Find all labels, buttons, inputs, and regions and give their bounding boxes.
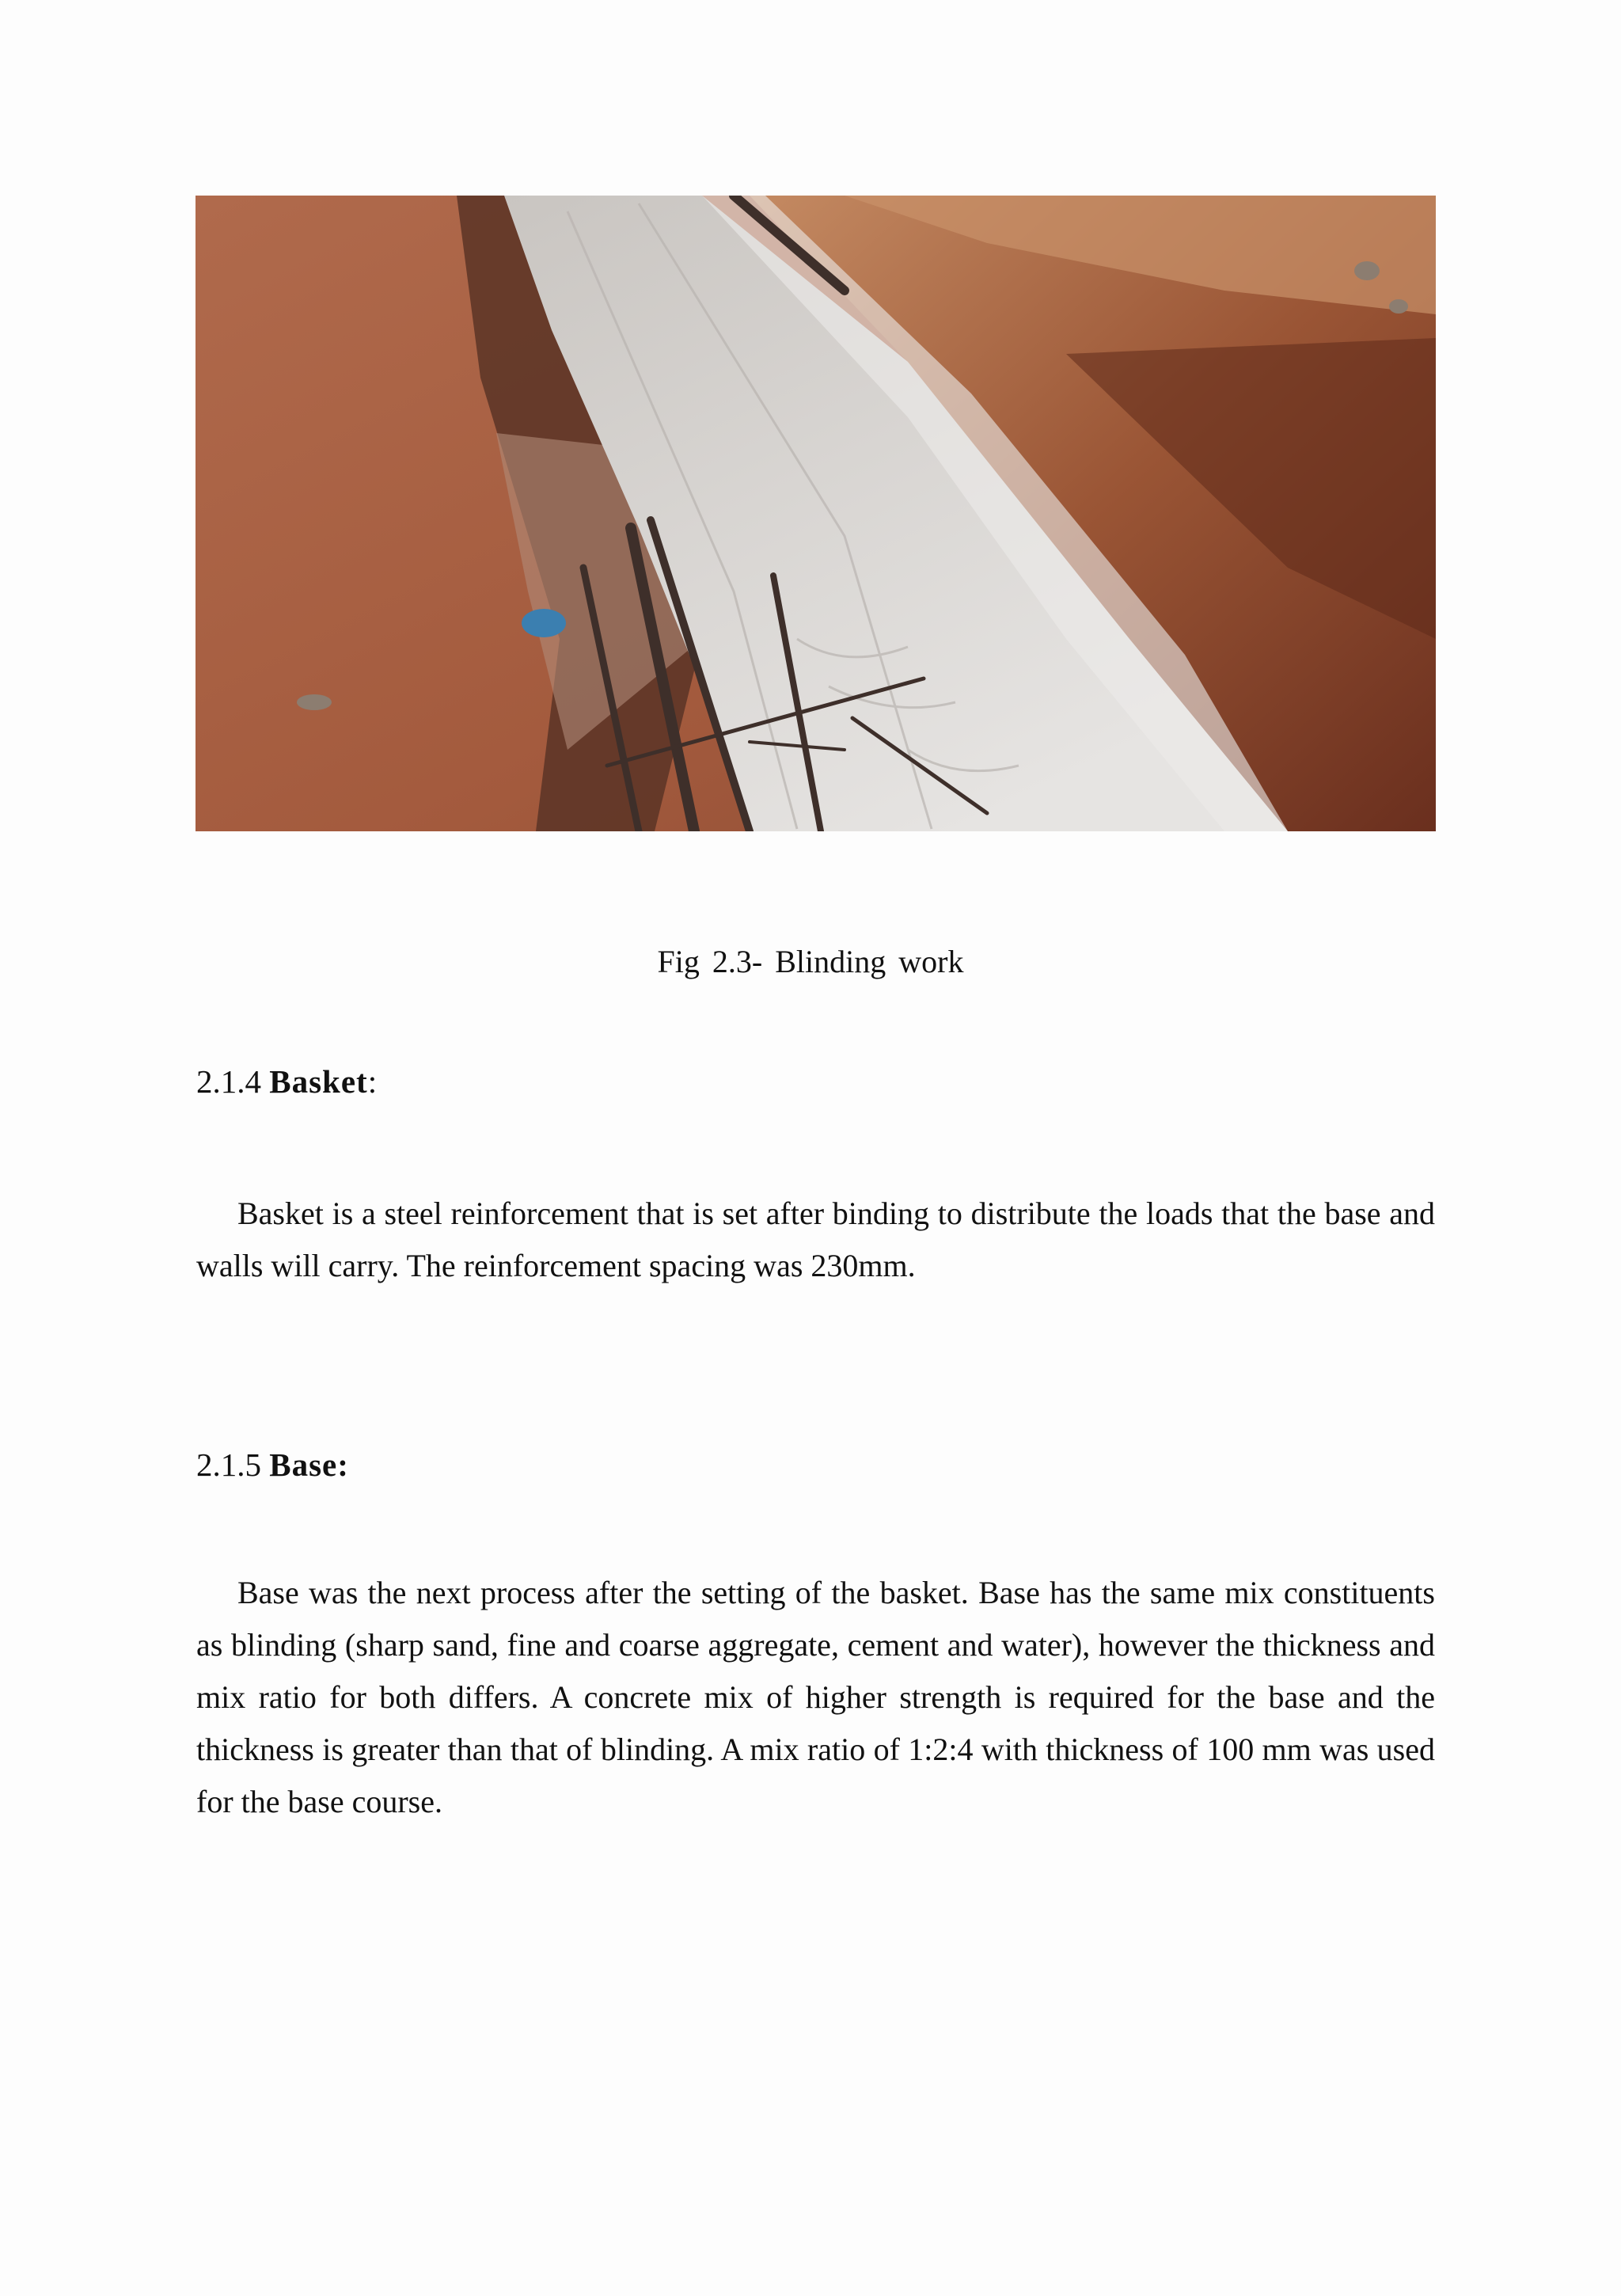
section-heading-base — [196, 1445, 349, 1484]
section-number: 2.1.4 — [196, 1063, 261, 1100]
blinding-work-photo — [196, 196, 1436, 831]
section-title-suffix: : — [367, 1063, 378, 1100]
base-paragraph: Base was the next process after the setting of the basket. Base has the same mix constituents as blinding (sharp sand, fine and coarse aggregate, cement and water), however the thickness and mix ratio for both differs. A concrete mix of higher strength is required for the base and the thickness is greater than that of blinding. A mix ratio of 1:2:4 with thickness of 100 mm was used for the base course. — [196, 1575, 1435, 1819]
section-number: 2.1.5 — [196, 1446, 261, 1483]
section-title: Basket — [269, 1063, 368, 1100]
basket-paragraph: Basket is a steel reinforcement that is set after binding to distribute the loads that the base and walls will carry. The reinforcement spacing was 230mm. — [196, 1196, 1435, 1283]
section-title: Base: — [269, 1446, 349, 1483]
section-heading-basket — [196, 1062, 377, 1101]
figure-caption: Fig 2.3- Blinding work — [657, 944, 964, 979]
